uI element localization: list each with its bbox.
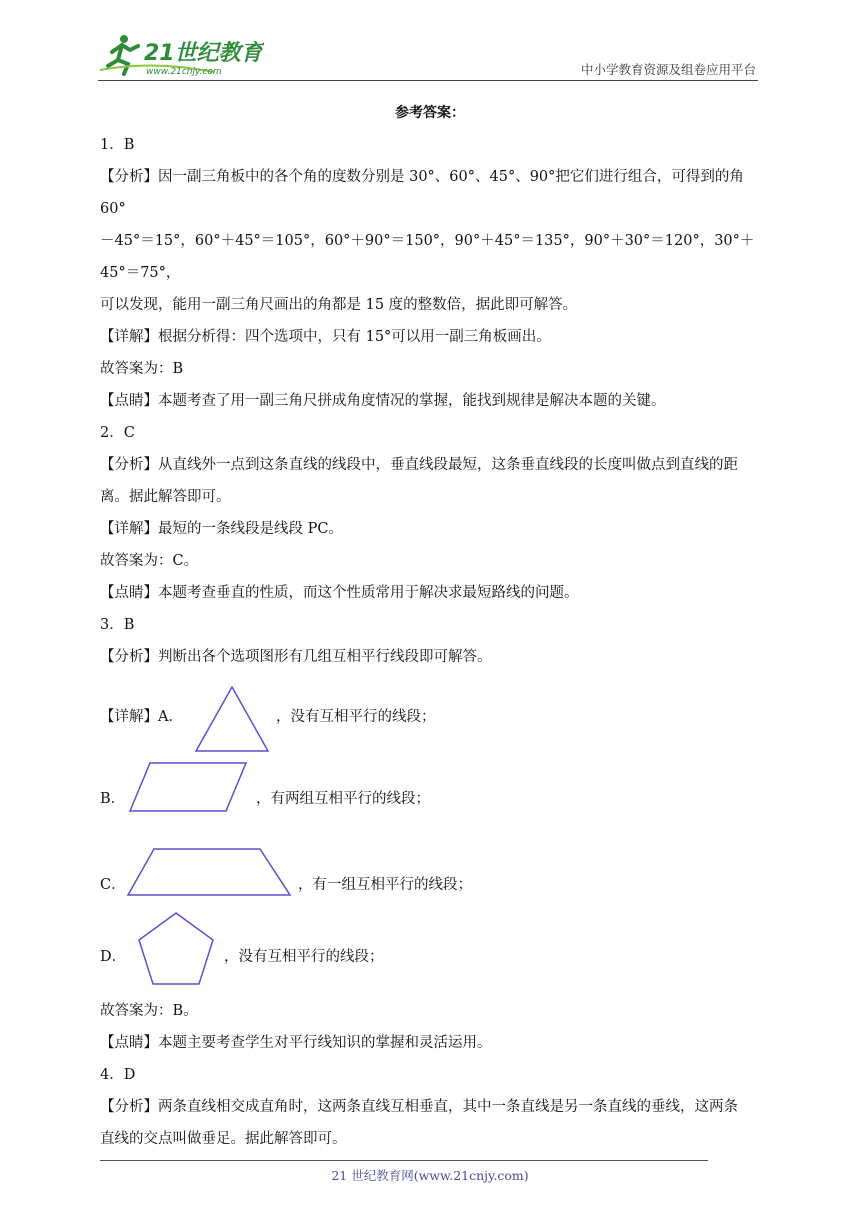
- option-a-label: 【详解】A．: [100, 709, 183, 725]
- q1-comment: 【点睛】本题考查了用一副三角尺拼成角度情况的掌握，能找到规律是解决本题的关键。: [100, 393, 666, 409]
- q2-answer: 故答案为：C。: [100, 553, 199, 569]
- q3-answer: 故答案为：B。: [100, 1003, 198, 1019]
- footer-divider: [100, 1160, 708, 1161]
- trapezoid-figure: [126, 847, 292, 899]
- q3-number: 3．B: [100, 617, 135, 633]
- option-d-label: D．: [100, 949, 127, 965]
- logo-text: 21世纪教育: [144, 41, 263, 66]
- q2-analysis-line-2: 离。据此解答即可。: [100, 489, 231, 505]
- parallelogram-figure: [128, 761, 248, 815]
- answer-content: [100, 97, 760, 1155]
- q3-comment: 【点睛】本题主要考查学生对平行线知识的掌握和灵活运用。: [100, 1035, 492, 1051]
- q3-option-b: [100, 761, 760, 847]
- page-header: [0, 0, 860, 90]
- q2-detail: 【详解】最短的一条线段是线段 PC。: [100, 521, 343, 537]
- triangle-figure: [194, 685, 270, 755]
- q1-number: 1．B: [100, 137, 135, 153]
- q2-analysis-line-1: 【分析】从直线外一点到这条直线的线段中，垂直线段最短，这条垂直线段的长度叫做点到直线的距: [100, 457, 738, 473]
- q1-analysis-line-3: 可以发现，能用一副三角尺画出的角都是 15 度的整数倍，据此即可解答。: [100, 297, 578, 313]
- logo-runner-icon: [94, 30, 264, 80]
- q2-comment: 【点睛】本题考查垂直的性质，而这个性质常用于解决求最短路线的问题。: [100, 585, 579, 601]
- q3-option-a: [100, 673, 760, 761]
- option-b-text: ，有两组互相平行的线段；: [256, 791, 430, 807]
- pentagon-figure: [136, 911, 216, 987]
- q4-number: 4．D: [100, 1067, 136, 1083]
- q4-analysis-line-2: 直线的交点叫做垂足。据此解答即可。: [100, 1131, 347, 1147]
- page-title: 参考答案：: [395, 105, 465, 121]
- q1-analysis-line-1: 【分析】因一副三角板中的各个角的度数分别是 30°、60°、45°、90°把它们进行组合，可得到的角 60°: [100, 169, 744, 217]
- platform-name: 中小学教育资源及组卷应用平台: [580, 62, 756, 77]
- footer-text: 21 世纪教育网(www.21cnjy.com): [331, 1168, 529, 1183]
- q2-number: 2．C: [100, 425, 135, 441]
- logo-url: www.21cnjy.com: [146, 67, 222, 77]
- option-c-text: ，有一组互相平行的线段；: [298, 877, 472, 893]
- q1-analysis-line-2: －45°＝15°，60°＋45°＝105°，60°＋90°＝150°，90°＋45°＝135°，90°＋30°＝120°，30°＋45°＝75°，: [100, 233, 755, 281]
- q4-analysis-line-1: 【分析】两条直线相交成直角时，这两条直线互相垂直，其中一条直线是另一条直线的垂线，这两条: [100, 1099, 738, 1115]
- q1-detail: 【详解】根据分析得：四个选项中，只有 15°可以用一副三角板画出。: [100, 329, 551, 345]
- option-c-label: C．: [100, 877, 126, 893]
- option-b-label: B．: [100, 791, 126, 807]
- q3-option-d: [100, 925, 760, 995]
- option-d-text: ，没有互相平行的线段；: [224, 949, 384, 965]
- q3-analysis: 【分析】判断出各个选项图形有几组互相平行线段即可解答。: [100, 649, 492, 665]
- option-a-text: ，没有互相平行的线段；: [276, 709, 436, 725]
- header-divider: [98, 80, 758, 81]
- q1-answer: 故答案为：B: [100, 361, 184, 377]
